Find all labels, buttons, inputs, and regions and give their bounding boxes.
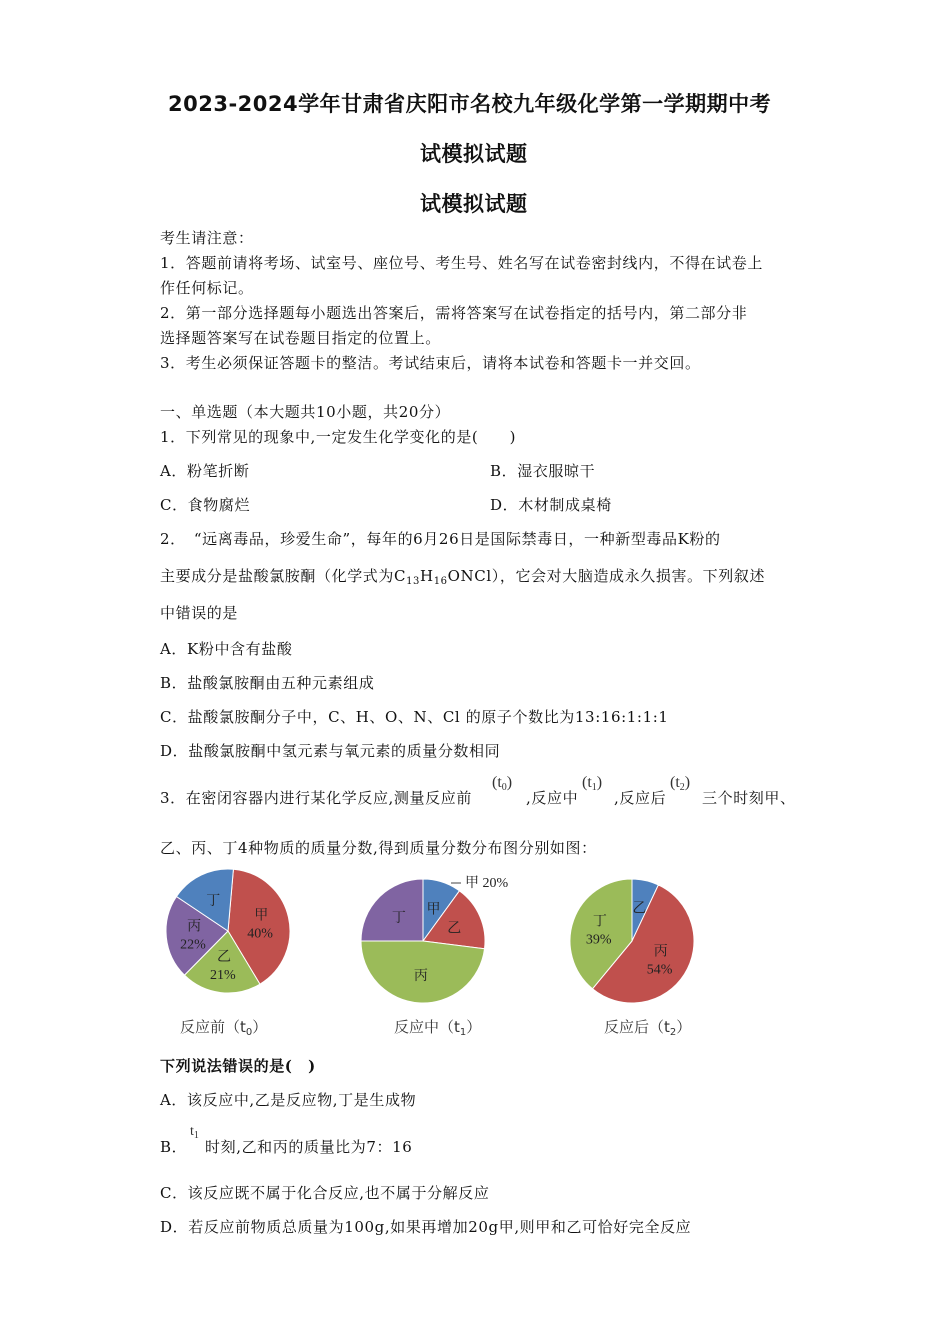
notice-item2-a: 2．第一部分选择题每小题选出答案后，需将答案写在试卷指定的括号内，第二部分非 bbox=[160, 304, 748, 322]
pie1-slice-1-value: 21% bbox=[209, 967, 236, 983]
pie1-slice-2-value: 22% bbox=[180, 937, 206, 953]
chart2-caption: 反应中$(t_1)$ bbox=[394, 1018, 482, 1038]
q3-stem-part2: ,反应中 bbox=[526, 789, 579, 807]
pie3-slice-0-name: 乙 bbox=[632, 901, 647, 917]
q2-option-b: B．盐酸氯胺酮由五种元素组成 bbox=[160, 674, 375, 692]
q2-stem-line1: 2． “远离毒品，珍爱生命”，每年的6月26日是国际禁毒日，一种新型毒品K粉的 bbox=[160, 530, 721, 548]
q2-option-a: A．K粉中含有盐酸 bbox=[160, 640, 293, 658]
pie3-slice-2-value: 39% bbox=[585, 932, 612, 948]
q1-stem: 1．下列常见的现象中,一定发生化学变化的是( ) bbox=[160, 428, 517, 446]
q3-stem-part1: 3．在密闭容器内进行某化学反应,测量反应前 bbox=[160, 789, 472, 807]
q3-option-d: D．若反应前物质总质量为100g,如果再增加20g甲,则甲和乙可恰好完全反应 bbox=[160, 1218, 692, 1236]
pie1-slice-2-name: 丙 bbox=[187, 919, 202, 935]
chart1-caption: 反应前$(t_0)$ bbox=[180, 1018, 268, 1038]
q2-line2-pre: 主要成分是盐酸氯胺酮（化学式为C bbox=[160, 567, 407, 585]
q2-sub16: 16 bbox=[433, 576, 448, 587]
chart3-caption: 反应后$(t_2)$ bbox=[604, 1018, 692, 1038]
notice-item3: 3．考生必须保证答题卡的整洁。考试结束后，请将本试卷和答题卡一并交回。 bbox=[160, 354, 701, 372]
pie3-slice-2-name: 丁 bbox=[592, 914, 607, 930]
q2-stem-line3: 中错误的是 bbox=[160, 604, 239, 622]
page-title-line1: 2023-2024学年甘肃省庆阳市名校九年级化学第一学期期中考 bbox=[168, 92, 772, 116]
q3-t0: $(t_0)$ bbox=[492, 774, 513, 793]
q3-t1: $(t_1)$ bbox=[582, 774, 603, 793]
q1-option-a: A．粉笔折断 bbox=[160, 462, 250, 480]
pie2-slice-3-name: 丁 bbox=[391, 910, 406, 926]
pie3-slice-1-value: 54% bbox=[646, 962, 673, 978]
q3-stem-part4: 三个时刻甲、 bbox=[702, 789, 796, 807]
q3-option-b-t1: $t_1$ bbox=[190, 1124, 199, 1141]
pie1-slice-0-value: 40% bbox=[247, 926, 273, 942]
q1-option-d: D．木材制成桌椅 bbox=[490, 496, 612, 514]
notice-item1-a: 1．答题前请将考场、试室号、座位号、考生号、姓名写在试卷密封线内，不得在试卷上 bbox=[160, 254, 763, 272]
q2-option-c: C．盐酸氯胺酮分子中，C、H、O、N、Cl 的原子个数比为13:16:1:1:1 bbox=[160, 708, 669, 726]
pie1-slice-0-name: 甲 bbox=[254, 908, 269, 924]
pie2-slice-0-name: 甲 bbox=[426, 902, 441, 918]
q2-sub13: 13 bbox=[406, 576, 421, 587]
section-heading: 一、单选题（本大题共10小题，共20分） bbox=[160, 403, 451, 421]
notice-item1-b: 作任何标记。 bbox=[160, 279, 254, 297]
q2-h: H bbox=[420, 567, 434, 585]
pie2-slice-2-name: 丙 bbox=[413, 969, 428, 985]
q2-line2-post: ONCl），它会对大脑造成永久损害。下列叙述 bbox=[447, 567, 766, 585]
q3-stem-line2: 乙、丙、丁4种物质的质量分数,得到质量分数分布图分别如图： bbox=[160, 839, 597, 857]
q3-option-a: A．该反应中,乙是反应物,丁是生成物 bbox=[160, 1091, 417, 1109]
q3-option-c: C．该反应既不属于化合反应,也不属于分解反应 bbox=[160, 1184, 490, 1202]
page-title-line3: 试模拟试题 bbox=[420, 192, 528, 216]
q3-option-b: B． bbox=[160, 1138, 188, 1156]
q3-option-b-text: 时刻,乙和丙的质量比为7：16 bbox=[205, 1138, 413, 1156]
pie2-slice-1-name: 乙 bbox=[447, 921, 462, 937]
pie3-slice-1-name: 丙 bbox=[653, 944, 668, 960]
q3-question: 下列说法错误的是( ) bbox=[160, 1057, 316, 1075]
pie2-callout: 甲 20% bbox=[465, 876, 509, 891]
q1-option-c: C．食物腐烂 bbox=[160, 496, 251, 514]
q3-t2: $(t_2)$ bbox=[670, 774, 691, 793]
q1-option-b: B．湿衣服晾干 bbox=[490, 462, 596, 480]
pie1-slice-3-name: 丁 bbox=[206, 894, 221, 910]
q2-stem-line2 bbox=[160, 565, 765, 587]
q2-option-d: D．盐酸氯胺酮中氢元素与氧元素的质量分数相同 bbox=[160, 742, 501, 760]
page-title-line2: 试模拟试题 bbox=[420, 142, 528, 166]
notice-item2-b: 选择题答案写在试卷题目指定的位置上。 bbox=[160, 329, 441, 347]
notice-heading: 考生请注意： bbox=[160, 229, 254, 247]
q3-stem-part3: ,反应后 bbox=[614, 789, 667, 807]
pie1-slice-1-name: 乙 bbox=[216, 949, 231, 965]
